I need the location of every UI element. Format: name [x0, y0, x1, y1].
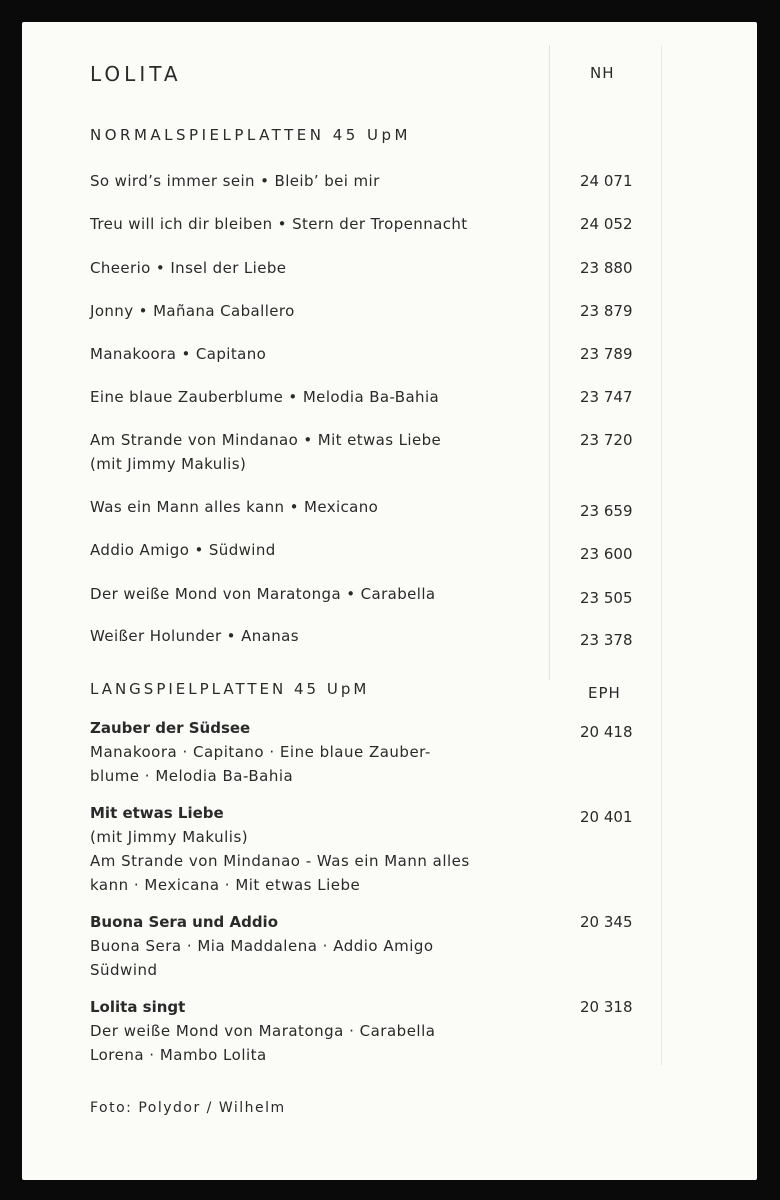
- single-row: [90, 428, 650, 478]
- single-row: [90, 624, 650, 668]
- ep-tracks-line: blume · Melodia Ba-Bahia: [90, 767, 294, 785]
- single-row: [90, 495, 650, 539]
- single-title: Treu will ich dir bleiben • Stern der Tropennacht: [90, 215, 468, 233]
- single-title: Manakoora • Capitano: [90, 345, 267, 363]
- catalog-number: 23 880: [580, 259, 633, 277]
- single-title: So wird’s immer sein • Bleib’ bei mir: [90, 172, 380, 190]
- ep-title: Buona Sera und Addio: [90, 913, 279, 931]
- column-divider-right: [661, 45, 662, 1065]
- section-heading-singles: NORMALSPIELPLATTEN 45 UpM: [90, 126, 412, 144]
- section-heading-eps: LANGSPIELPLATTEN 45 UpM: [90, 680, 370, 698]
- single-title: Weißer Holunder • Ananas: [90, 627, 299, 645]
- catalog-number: 23 879: [580, 302, 633, 320]
- single-title: Der weiße Mond von Maratonga • Carabella: [90, 585, 436, 603]
- ep-tracks-line: kann · Mexicana · Mit etwas Liebe: [90, 876, 361, 894]
- catalog-number: 23 720: [580, 431, 633, 449]
- ep-tracks-line: (mit Jimmy Makulis): [90, 828, 249, 846]
- catalog-number: 23 747: [580, 388, 633, 406]
- column-header-nh: NH: [590, 64, 615, 82]
- ep-entry: [90, 801, 650, 897]
- ep-tracks-line: Buona Sera · Mia Maddalena · Addio Amigo: [90, 937, 434, 955]
- catalog-number: 20 345: [580, 913, 633, 931]
- catalog-number: 24 071: [580, 172, 633, 190]
- single-row: [90, 538, 650, 582]
- catalog-number: 23 378: [580, 631, 633, 649]
- single-title: Eine blaue Zauberblume • Melodia Ba-Bahia: [90, 388, 440, 406]
- single-subtitle: (mit Jimmy Makulis): [90, 455, 247, 473]
- single-title: Jonny • Mañana Caballero: [90, 302, 295, 320]
- single-row: [90, 256, 650, 300]
- catalog-number: 24 052: [580, 215, 633, 233]
- ep-tracks-line: Am Strande von Mindanao - Was ein Mann alles: [90, 852, 470, 870]
- artist-title: LOLITA: [90, 62, 182, 86]
- ep-tracks-line: Südwind: [90, 961, 158, 979]
- ep-tracks-line: Manakoora · Capitano · Eine blaue Zauber-: [90, 743, 431, 761]
- ep-title: Mit etwas Liebe: [90, 804, 224, 822]
- single-title: Cheerio • Insel der Liebe: [90, 259, 287, 277]
- catalog-number: 23 600: [580, 545, 633, 563]
- ep-title: Zauber der Südsee: [90, 719, 251, 737]
- single-row: [90, 299, 650, 343]
- single-row: [90, 582, 650, 626]
- column-header-eph: EPH: [588, 684, 621, 702]
- catalog-number: 20 401: [580, 808, 633, 826]
- single-row: [90, 212, 650, 256]
- single-row: [90, 169, 650, 213]
- catalog-number: 20 418: [580, 723, 633, 741]
- catalog-number: 20 318: [580, 998, 633, 1016]
- ep-entry: [90, 995, 650, 1067]
- single-row: [90, 342, 650, 386]
- single-title: Addio Amigo • Südwind: [90, 541, 276, 559]
- catalog-number: 23 789: [580, 345, 633, 363]
- ep-title: Lolita singt: [90, 998, 186, 1016]
- ep-entry: [90, 910, 650, 982]
- catalog-number: 23 659: [580, 502, 633, 520]
- single-title: Am Strande von Mindanao • Mit etwas Liebe: [90, 431, 442, 449]
- catalog-number: 23 505: [580, 589, 633, 607]
- single-row: [90, 385, 650, 429]
- single-title: Was ein Mann alles kann • Mexicano: [90, 498, 379, 516]
- ep-entry: [90, 716, 650, 788]
- photo-credit: Foto: Polydor / Wilhelm: [90, 1100, 286, 1116]
- ep-tracks-line: Der weiße Mond von Maratonga · Carabella: [90, 1022, 436, 1040]
- ep-tracks-line: Lorena · Mambo Lolita: [90, 1046, 267, 1064]
